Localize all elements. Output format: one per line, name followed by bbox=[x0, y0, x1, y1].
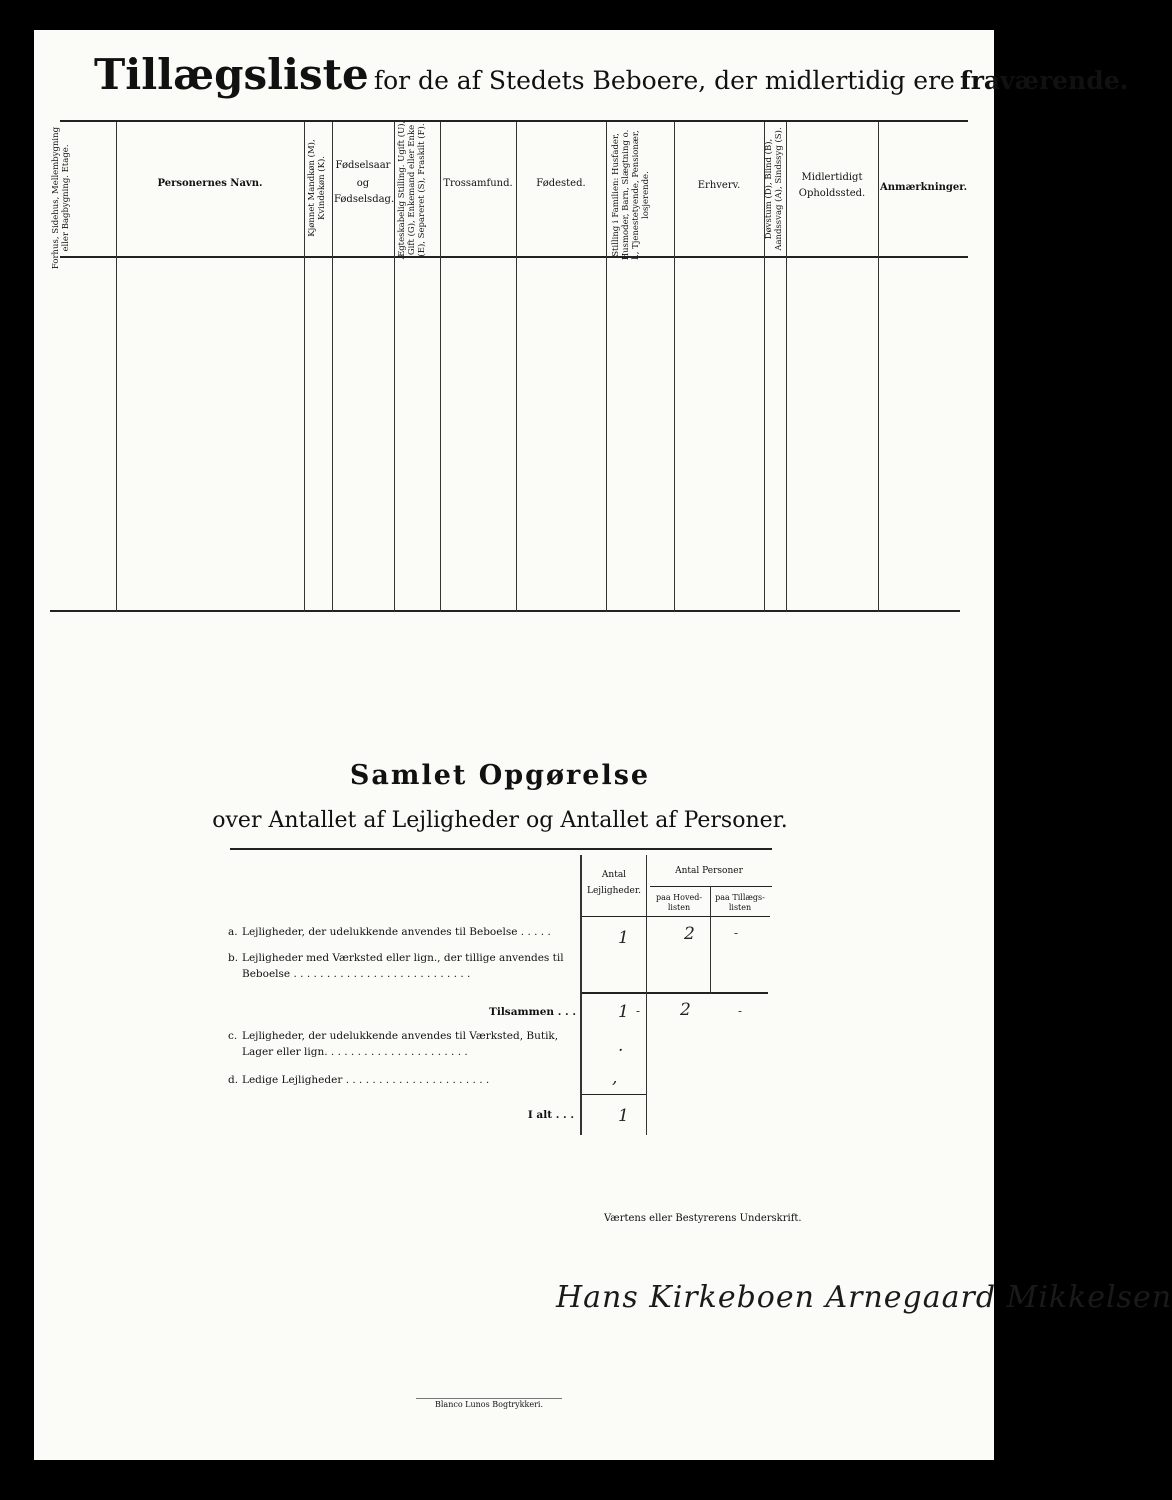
col-sep-5 bbox=[440, 122, 441, 612]
col-header-birth-b: og bbox=[356, 178, 370, 189]
col-header-birthplace: Fødested. bbox=[536, 178, 586, 189]
title-main: Tillægsliste bbox=[94, 50, 369, 99]
col-sep-1 bbox=[116, 122, 117, 612]
row-d-label: d. bbox=[228, 1074, 239, 1086]
row-c-label: c. bbox=[228, 1030, 238, 1042]
summary-col-antal-b: Lejligheder. bbox=[587, 886, 641, 896]
col-header-remarks: Anmærkninger. bbox=[880, 182, 968, 193]
tilsammen-tillaeg: - bbox=[738, 1004, 743, 1018]
row-a-tillaeg: - bbox=[734, 926, 739, 940]
summary-col-antal-a: Antal bbox=[601, 870, 627, 880]
printer-rule bbox=[416, 1398, 562, 1399]
col-header-name: Personernes Navn. bbox=[157, 178, 263, 189]
signature-handwritten: Hans Kirkeboen Arnegaard Mikkelsen bbox=[556, 1280, 1172, 1315]
tilsammen-dash: - bbox=[636, 1004, 641, 1018]
summary-persons-rule bbox=[650, 886, 772, 887]
col-header-residence-a: Midlertidigt bbox=[801, 172, 863, 183]
row-d-text: Ledige Lejligheder . . . . . . . . . . . . . . . . . . . . . . bbox=[242, 1074, 490, 1086]
row-c-text2: Lager eller lign. . . . . . . . . . . . . . . . . . . . . . bbox=[242, 1046, 468, 1058]
col-sep-3 bbox=[332, 122, 333, 612]
signature-caption: Værtens eller Bestyrerens Underskrift. bbox=[604, 1213, 802, 1224]
row-b-label: b. bbox=[228, 952, 239, 964]
col-header-family-position: Stilling i Familien: Husfader, Husmoder, Barn, Slægtning o. l., Tjenestetyende, Pensionær, losjerende. bbox=[611, 129, 651, 261]
col-header-disability: Døvstum (D), Blind (B), Aandssvag (A), Sindssyg (S). bbox=[764, 127, 784, 251]
summary-header-rule bbox=[580, 916, 770, 917]
col-sep-10 bbox=[786, 122, 787, 612]
row-c-text1: Lejligheder, der udelukkende anvendes til Værksted, Butik, bbox=[242, 1030, 559, 1042]
summary-sep-2 bbox=[646, 855, 647, 1135]
title-rest: for de af Stedets Beboere, der midlertidig ere bbox=[373, 66, 955, 95]
summary-title: Samlet Opgørelse bbox=[349, 760, 651, 791]
table-top-rule bbox=[60, 120, 968, 122]
summary-subtotal-rule bbox=[580, 992, 768, 994]
summary-col-tillaeg-b: listen bbox=[728, 903, 752, 912]
summary-col-hoved-b: listen bbox=[667, 903, 691, 912]
summary-total-rule bbox=[580, 1094, 646, 1095]
col-header-birth-a: Fødselsaar bbox=[335, 160, 391, 171]
table-header-rule bbox=[60, 256, 968, 258]
col-sep-8 bbox=[674, 122, 675, 612]
title-bold: fraværende. bbox=[959, 66, 1129, 95]
form-title bbox=[94, 50, 1129, 99]
row-b-text2: Beboelse . . . . . . . . . . . . . . . . . . . . . . . . . . . bbox=[242, 968, 471, 980]
tilsammen-antal: 1 bbox=[618, 1002, 629, 1022]
row-a-hoved: 2 bbox=[684, 924, 695, 944]
col-sep-2 bbox=[304, 122, 305, 612]
tilsammen-hoved: 2 bbox=[680, 1000, 691, 1020]
tilsammen-label: Tilsammen . . . bbox=[489, 1006, 576, 1018]
ialt-antal: 1 bbox=[618, 1106, 629, 1126]
row-d-antal: , bbox=[612, 1068, 618, 1088]
row-c-antal: . bbox=[618, 1036, 624, 1056]
col-sep-4 bbox=[394, 122, 395, 612]
col-header-marital: Ægteskabelig Stilling. Ugift (U), Gift (G), Enkemand eller Enke (E), Separeret (S), Fraskilt (F). bbox=[397, 120, 427, 260]
summary-sep-1 bbox=[580, 855, 582, 1135]
summary-col-tillaeg-a: paa Tillægs- bbox=[715, 893, 765, 902]
summary-col-personer: Antal Personer bbox=[675, 866, 743, 876]
summary-col-hoved-a: paa Hoved- bbox=[655, 893, 703, 902]
row-a-label: a. bbox=[228, 926, 238, 938]
row-a-text: Lejligheder, der udelukkende anvendes til Beboelse . . . . . bbox=[242, 926, 551, 938]
col-header-building: Forhus, Sidehus, Mellembygning eller Bagbygning. Etage. bbox=[51, 126, 71, 270]
col-header-occupation: Erhverv. bbox=[697, 180, 741, 191]
summary-top-rule bbox=[230, 848, 772, 850]
table-bottom-rule bbox=[50, 610, 960, 612]
row-b-text1: Lejligheder med Værksted eller lign., der tillige anvendes til bbox=[242, 952, 564, 964]
summary-subtitle: over Antallet af Lejligheder og Antallet af Personer. bbox=[212, 808, 788, 833]
col-sep-7 bbox=[606, 122, 607, 612]
col-sep-6 bbox=[516, 122, 517, 612]
col-header-religion: Trossamfund. bbox=[443, 178, 513, 189]
col-header-birth-c: Fødselsdag. bbox=[334, 194, 395, 205]
printer-footer: Blanco Lunos Bogtrykkeri. bbox=[434, 1400, 543, 1409]
col-header-residence-b: Opholdssted. bbox=[798, 188, 866, 199]
col-header-gender: Kjønnet Mandkøn (M), Kvindekøn (K). bbox=[307, 139, 327, 237]
row-a-antal: 1 bbox=[618, 928, 629, 948]
col-sep-11 bbox=[878, 122, 879, 612]
ialt-label: I alt . . . bbox=[527, 1109, 574, 1121]
